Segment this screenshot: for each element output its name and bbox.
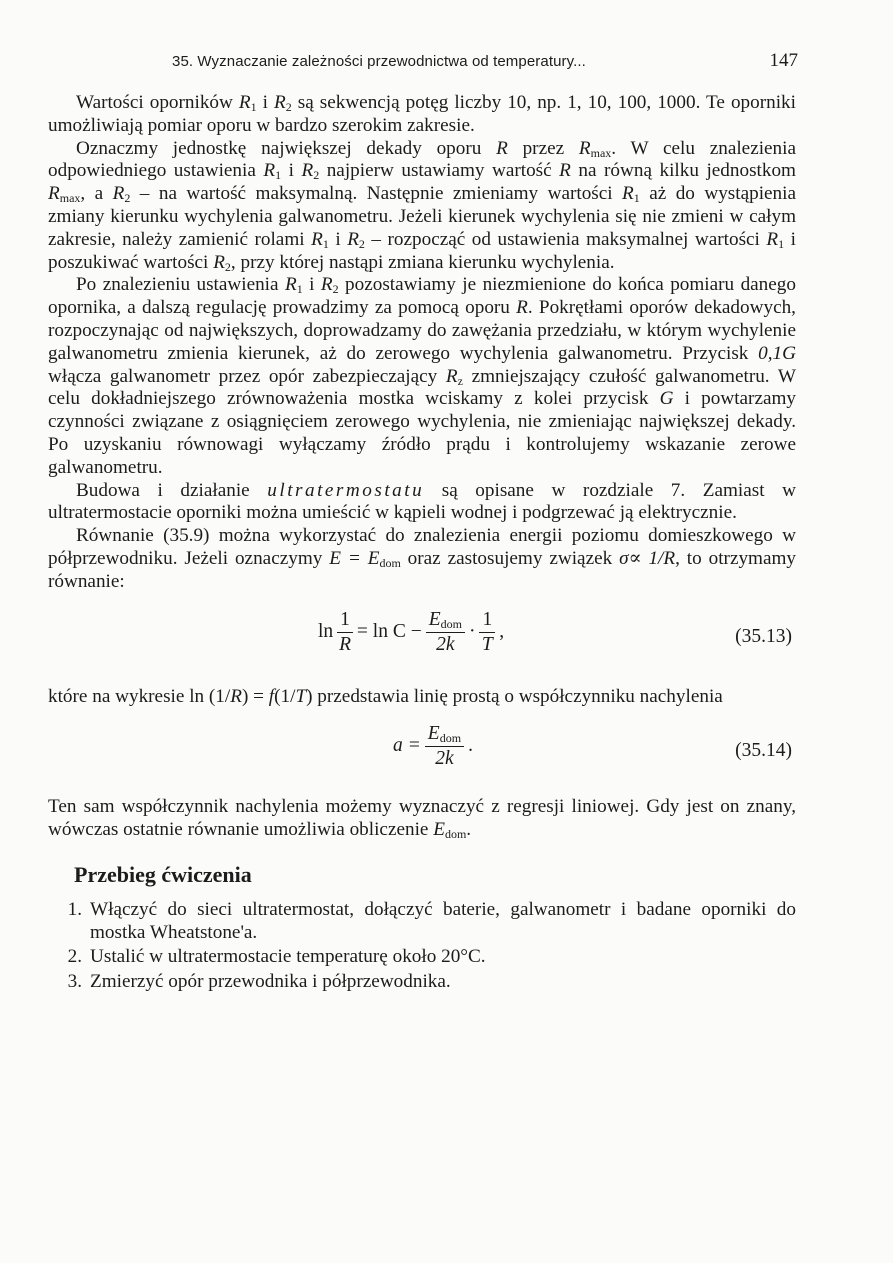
running-header-title: 35. Wyznaczanie zależności przewodnictwa od temperatury... xyxy=(172,53,586,70)
paragraph-plot-line: które na wykresie ln (1/R) = f(1/T) przedstawia linię prostą o współczynniku nachylenia xyxy=(48,685,723,707)
equation-label-35-14: (35.14) xyxy=(735,740,792,762)
running-header xyxy=(172,50,798,72)
equation-35-14: a = $\frac{E_{dom}}{2k}$ . (35.14) xyxy=(393,723,792,770)
paragraph-energy: Równanie (35.9) można wykorzystać do znalezienia energii poziomu domieszkowego w półprzewodniku. Jeżeli oznaczymy $E = E_{dom}$ oraz zastosujemy związek σ∝ 1/R, to otrzymamy równanie: xyxy=(48,525,797,592)
list-item: 1. Włączyć do sieci ultratermostat, dołączyć baterie, galwanometr i badane oporniki do mostka Wheatstone'a. xyxy=(67,898,796,943)
paragraph-ultrathermostat: Budowa i działanie ultratermostatu są opisane w rozdziale 7. Zamiast w ultratermostacie oporniki można umieścić w kąpieli wodnej i podgrzewać ją elektrycznie. xyxy=(48,479,797,524)
page-number: 147 xyxy=(769,50,798,71)
list-item: 3. Zmierzyć opór przewodnika i półprzewodnika. xyxy=(67,971,451,993)
equation-label-35-13: (35.13) xyxy=(735,625,792,647)
paragraph-regression: Ten sam współczynnik nachylenia możemy wyznaczyć z regresji liniowej. Gdy jest on znany, wówczas ostatnie równanie umożliwia obliczenie $E_{dom}$. xyxy=(48,796,796,842)
paragraph-decade-setting: Oznaczmy jednostkę największej dekady oporu R przez $R_{max}$. W celu znalezienia odpowiedniego ustawienia $R_1$ i $R_2$ najpierw ustawiamy wartość R na równą kilku jednostkom $R_{max}$, a $R_2$ – na wartość maksymalną. Następnie zmieniamy wartości $R_1$ aż do wystąpienia zmiany kierunku wychylenia galwanometru. Jeżeli kierunek wychylenia się nie zmieni w całym zakresie, należy zamienić rolami $R_1$ i $R_2$ – rozpocząć od ustawienia maksymalnej wartości $R_1$ i poszukiwać wartości $R_2$, przy której nastąpi zmiana kierunku wychylenia. xyxy=(48,137,796,274)
list-item: 2. Ustalić w ultratermostacie temperaturę około 20°C. xyxy=(67,946,486,968)
equation-35-13: ln $\frac{1}{R}$ = ln C − $\frac{E_{dom}}{2k}$ · $\frac{1}{T}$ , (35.13) xyxy=(318,608,792,655)
paragraph-balancing: Po znalezieniu ustawienia $R_1$ i $R_2$ pozostawiamy je niezmienione do końca pomiaru danego opornika, a dalszą regulację prowadzimy za pomocą oporu R. Pokrętłami oporów dekadowych, rozpoczynając od największych, doprowadzamy do zawężania przedziału, w którym wychylenie galwanometru zmienia kierunek, aż do zerowego wychylenia galwanometru. Przycisk 0,1G włącza galwanometr przez opór zabezpieczający $R_z$ zmniejszający czułość galwanometru. W celu dokładniejszego zrównoważenia mostka wciskamy z kolei przycisk G i powtarzamy czynności związane z osiągnięciem zerowego wychylenia, nie zmieniając największej dekady. Po uzyskaniu równowagi wyłączamy źródło prądu i kontrolujemy wskazanie zerowe galwanometru. xyxy=(48,274,796,478)
body-text xyxy=(48,92,796,996)
paragraph-resistor-values: Wartości oporników $R_1$ i $R_2$ są sekwencją potęg liczby 10, np. 1, 10, 100, 1000. Te oporniki umożliwiają pomiar oporu w bardzo szerokim zakresie. xyxy=(48,92,796,136)
procedure-list xyxy=(48,899,796,994)
section-heading: Przebieg ćwiczenia xyxy=(74,861,252,887)
